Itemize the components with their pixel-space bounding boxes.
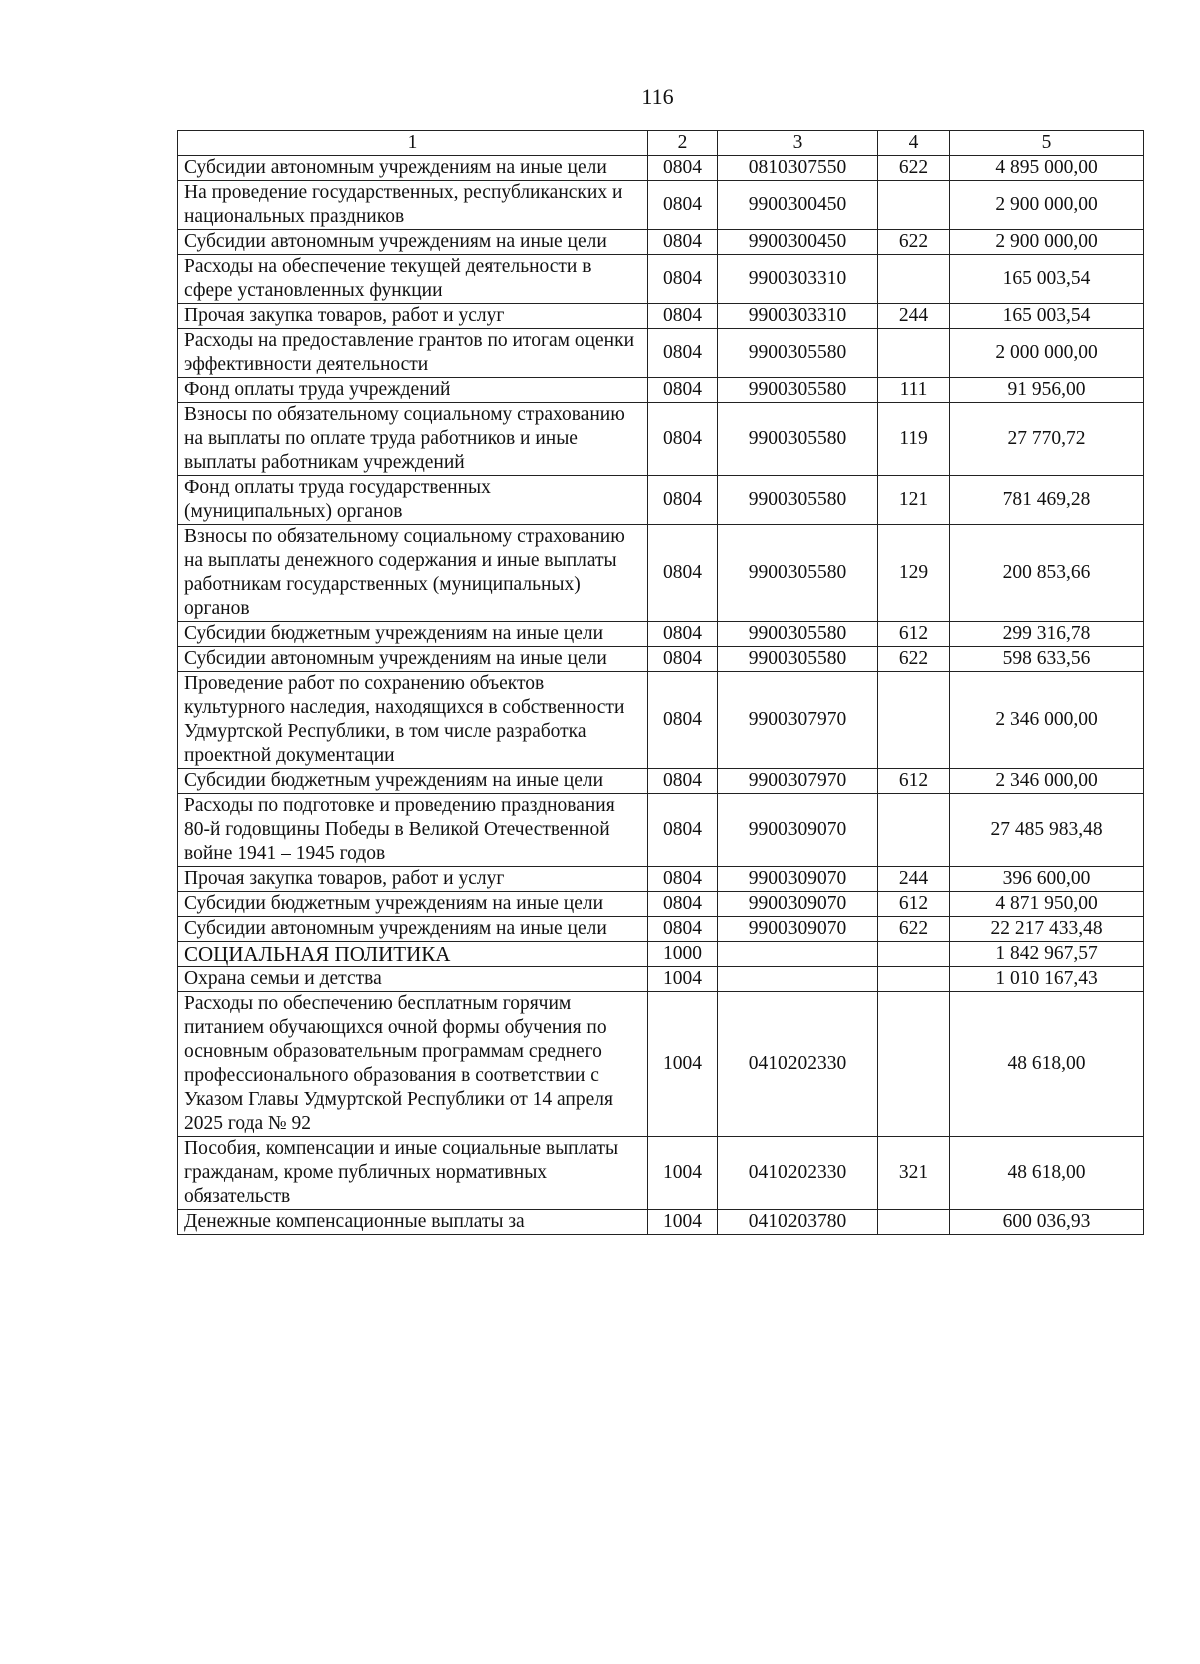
table-row [178,967,1144,992]
row-section: 0804 [648,156,718,181]
row-section: 0804 [648,255,718,304]
row-amount: 2 900 000,00 [950,181,1144,230]
row-kind [878,672,950,769]
row-section: 0804 [648,329,718,378]
table-row [178,917,1144,942]
table-row [178,769,1144,794]
table-row [178,892,1144,917]
row-amount: 4 895 000,00 [950,156,1144,181]
row-name: Расходы на предоставление грантов по итогам оценки эффективности деятельности [178,329,648,378]
row-amount: 299 316,78 [950,622,1144,647]
row-section: 0804 [648,403,718,476]
table-row [178,525,1144,622]
row-section: 1004 [648,967,718,992]
row-code: 9900305580 [718,647,878,672]
row-name: Проведение работ по сохранению объектов культурного наследия, находящихся в собственности Удмуртской Республики, в том числе разработка проектной документации [178,672,648,769]
row-amount: 165 003,54 [950,304,1144,329]
table-row [178,255,1144,304]
row-name: Расходы по подготовке и проведению празднования 80-й годовщины Победы в Великой Отечественной войне 1941 – 1945 годов [178,794,648,867]
table-row [178,1137,1144,1210]
row-code [718,942,878,967]
row-amount: 27 770,72 [950,403,1144,476]
row-kind: 612 [878,622,950,647]
row-code: 0810307550 [718,156,878,181]
page-number: 116 [641,84,674,109]
table-row [178,942,1144,967]
row-code: 0410202330 [718,992,878,1137]
row-name: Взносы по обязательному социальному страхованию на выплаты по оплате труда работников и иные выплаты работникам учреждений [178,403,648,476]
row-amount: 2 346 000,00 [950,672,1144,769]
row-name: Денежные компенсационные выплаты за [178,1210,648,1235]
row-name: Фонд оплаты труда государственных (муниципальных) органов [178,476,648,525]
table-row [178,304,1144,329]
table-row [178,476,1144,525]
row-kind: 244 [878,867,950,892]
budget-table [177,130,1144,1235]
row-section: 0804 [648,672,718,769]
row-name: На проведение государственных, республиканских и национальных праздников [178,181,648,230]
row-amount: 2 900 000,00 [950,230,1144,255]
row-code: 9900309070 [718,794,878,867]
row-kind [878,329,950,378]
table-row [178,867,1144,892]
header-col-1: 1 [178,131,648,156]
row-section: 1004 [648,1137,718,1210]
row-section: 0804 [648,230,718,255]
row-kind: 622 [878,156,950,181]
row-name: Прочая закупка товаров, работ и услуг [178,867,648,892]
table-row [178,794,1144,867]
row-amount: 48 618,00 [950,1137,1144,1210]
row-section: 0804 [648,892,718,917]
row-name: Субсидии автономным учреждениям на иные цели [178,156,648,181]
row-code: 9900309070 [718,892,878,917]
row-kind [878,181,950,230]
header-col-4: 4 [878,131,950,156]
row-section: 0804 [648,304,718,329]
table-row [178,403,1144,476]
row-section: 0804 [648,794,718,867]
row-kind: 612 [878,892,950,917]
row-amount: 1 842 967,57 [950,942,1144,967]
row-kind: 121 [878,476,950,525]
row-kind [878,942,950,967]
row-code: 9900305580 [718,476,878,525]
row-name: Субсидии автономным учреждениям на иные цели [178,230,648,255]
row-kind [878,255,950,304]
row-code: 9900303310 [718,255,878,304]
row-code: 9900309070 [718,867,878,892]
row-amount: 2 346 000,00 [950,769,1144,794]
row-section: 0804 [648,181,718,230]
row-amount: 4 871 950,00 [950,892,1144,917]
header-col-3: 3 [718,131,878,156]
row-name: Взносы по обязательному социальному страхованию на выплаты денежного содержания и иные выплаты работникам государственных (муниципальных) органов [178,525,648,622]
row-kind [878,794,950,867]
row-kind: 622 [878,647,950,672]
row-name: Субсидии бюджетным учреждениям на иные цели [178,622,648,647]
row-kind: 612 [878,769,950,794]
row-code: 9900305580 [718,622,878,647]
row-name: Расходы на обеспечение текущей деятельности в сфере установленных функции [178,255,648,304]
row-kind: 321 [878,1137,950,1210]
row-code [718,967,878,992]
row-kind: 111 [878,378,950,403]
row-kind: 622 [878,917,950,942]
table-row [178,378,1144,403]
row-amount: 396 600,00 [950,867,1144,892]
row-kind [878,992,950,1137]
table-row [178,992,1144,1137]
row-kind: 129 [878,525,950,622]
row-code: 9900307970 [718,672,878,769]
row-section: 1004 [648,992,718,1137]
table-row [178,156,1144,181]
header-col-2: 2 [648,131,718,156]
row-code: 0410202330 [718,1137,878,1210]
row-code: 9900300450 [718,181,878,230]
row-section: 0804 [648,769,718,794]
row-amount: 22 217 433,48 [950,917,1144,942]
row-name: Субсидии автономным учреждениям на иные цели [178,647,648,672]
row-amount: 200 853,66 [950,525,1144,622]
table-row [178,329,1144,378]
row-kind: 244 [878,304,950,329]
row-section: 0804 [648,525,718,622]
row-code: 9900305580 [718,525,878,622]
row-code: 9900305580 [718,378,878,403]
row-code: 9900307970 [718,769,878,794]
row-section: 1004 [648,1210,718,1235]
row-name: Субсидии бюджетным учреждениям на иные цели [178,769,648,794]
table-row [178,622,1144,647]
row-section: 0804 [648,917,718,942]
table-row [178,181,1144,230]
row-code: 0410203780 [718,1210,878,1235]
table-row [178,1210,1144,1235]
table-row [178,647,1144,672]
row-amount: 598 633,56 [950,647,1144,672]
header-col-5: 5 [950,131,1144,156]
row-code: 9900303310 [718,304,878,329]
row-kind [878,1210,950,1235]
row-section: 0804 [648,867,718,892]
row-section: 0804 [648,378,718,403]
row-code: 9900309070 [718,917,878,942]
row-name: Прочая закупка товаров, работ и услуг [178,304,648,329]
row-amount: 781 469,28 [950,476,1144,525]
row-section: 0804 [648,647,718,672]
row-name: Охрана семьи и детства [178,967,648,992]
row-amount: 48 618,00 [950,992,1144,1137]
row-name: Расходы по обеспечению бесплатным горячим питанием обучающихся очной формы обучения по основным образовательным программам среднего профессионального образования в соответствии с Указом Главы Удмуртской Республики от 14 апреля 2025 года № 92 [178,992,648,1137]
row-kind: 119 [878,403,950,476]
row-name: Фонд оплаты труда учреждений [178,378,648,403]
row-section: 0804 [648,476,718,525]
row-amount: 600 036,93 [950,1210,1144,1235]
table-row [178,230,1144,255]
row-amount: 1 010 167,43 [950,967,1144,992]
row-amount: 2 000 000,00 [950,329,1144,378]
row-kind: 622 [878,230,950,255]
row-amount: 27 485 983,48 [950,794,1144,867]
row-name: СОЦИАЛЬНАЯ ПОЛИТИКА [178,942,648,967]
row-name: Субсидии автономным учреждениям на иные цели [178,917,648,942]
row-code: 9900300450 [718,230,878,255]
row-kind [878,967,950,992]
row-section: 1000 [648,942,718,967]
row-code: 9900305580 [718,329,878,378]
row-name: Пособия, компенсации и иные социальные выплаты гражданам, кроме публичных нормативных обязательств [178,1137,648,1210]
row-name: Субсидии бюджетным учреждениям на иные цели [178,892,648,917]
row-amount: 165 003,54 [950,255,1144,304]
table-row [178,672,1144,769]
row-amount: 91 956,00 [950,378,1144,403]
row-code: 9900305580 [718,403,878,476]
table-header-row [178,131,1144,156]
row-section: 0804 [648,622,718,647]
